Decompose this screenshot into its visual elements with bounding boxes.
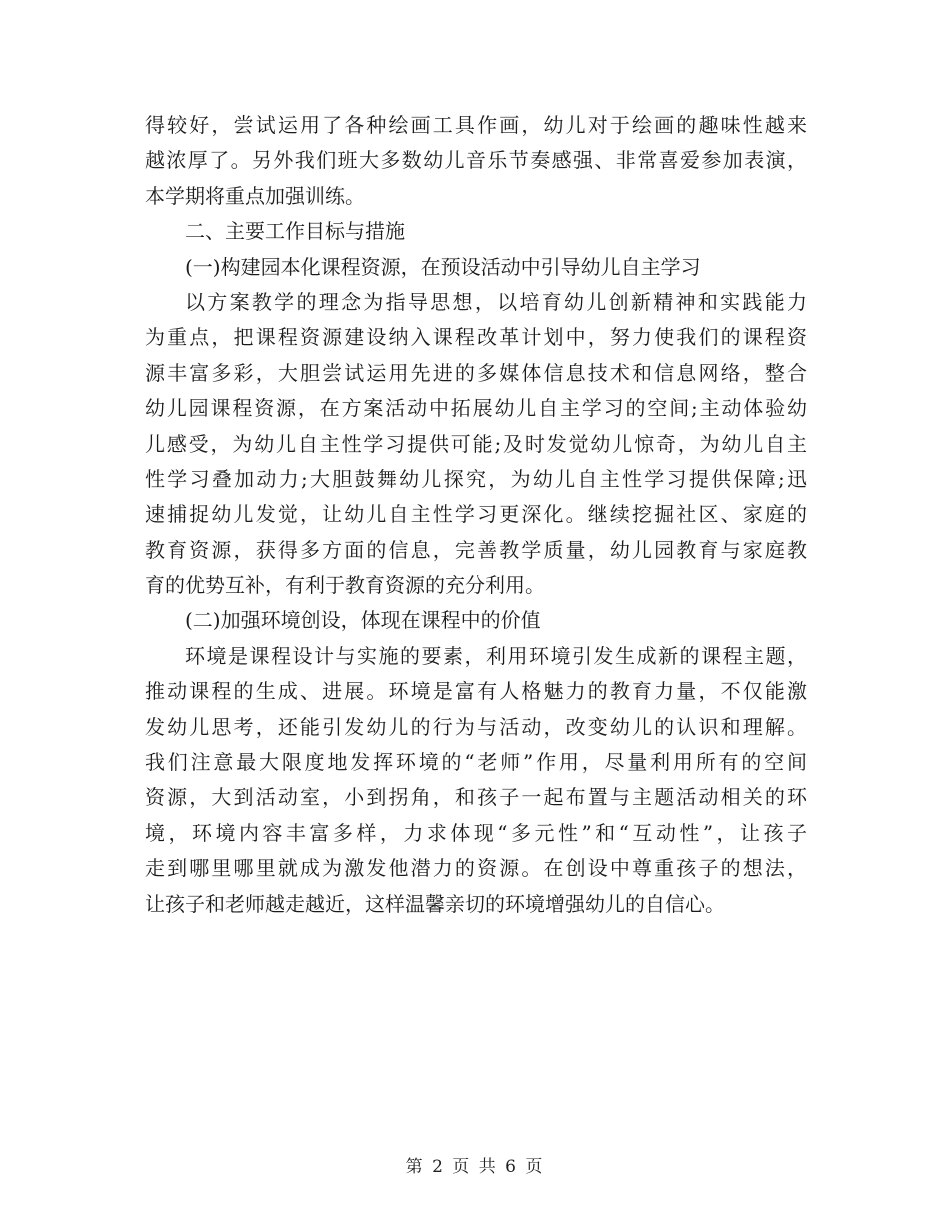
text-line: 得较好，尝试运用了各种绘画工具作画，幼儿对于绘画的趣味性越来 [145,113,807,137]
text-line: 越浓厚了。另外我们班大多数幼儿音乐节奏感强、非常喜爱参加表演， [145,148,807,173]
page-footer [0,1152,950,1177]
text-line: 速捕捉幼儿发觉，让幼儿自主性学习更深化。继续挖掘社区、家庭的 [145,502,807,527]
text-line: 让孩子和老师越走越近，这样温馨亲切的环境增强幼儿的自信心。 [145,891,725,916]
text-line: 我们注意最大限度地发挥环境的“老师”作用，尽量利用所有的空间 [145,750,807,775]
text-line: 二、主要工作目标与措施 [185,219,405,244]
section-heading [145,214,807,249]
text-line: (二)加强环境创设，体现在课程中的价值 [185,608,541,633]
document-body [145,108,807,922]
text-line: 资源，大到活动室，小到拐角，和孩子一起布置与主题活动相关的环 [145,785,807,810]
subsection-heading [145,603,807,638]
text-line: 儿感受，为幼儿自主性学习提供可能;及时发觉幼儿惊奇，为幼儿自主 [145,431,807,456]
text-line: 环境是课程设计与实施的要素，利用环境引发生成新的课程主题， [185,643,807,668]
text-line: 育的优势互补，有利于教育资源的充分利用。 [145,573,545,598]
paragraph [145,639,807,922]
subsection-heading [145,250,807,285]
text-line: 境，环境内容丰富多样，力求体现“多元性”和“互动性”，让孩子 [145,820,807,845]
text-line: 教育资源，获得多方面的信息，完善教学质量，幼儿园教育与家庭教 [145,537,807,562]
text-line: (一)构建园本化课程资源，在预设活动中引导幼儿自主学习 [185,254,701,279]
paragraph [145,285,807,604]
text-line: 走到哪里哪里就成为激发他潜力的资源。在创设中尊重孩子的想法， [145,856,807,881]
text-line: 源丰富多彩，大胆尝试运用先进的多媒体信息技术和信息网络，整合 [145,360,807,385]
text-line: 以方案教学的理念为指导思想，以培育幼儿创新精神和实践能力 [185,289,807,314]
text-line: 本学期将重点加强训练。 [145,183,365,208]
paragraph [145,108,807,214]
text-line: 幼儿园课程资源，在方案活动中拓展幼儿自主学习的空间;主动体验幼 [145,396,807,421]
text-line: 推动课程的生成、进展。环境是富有人格魅力的教育力量，不仅能激 [145,679,807,704]
text-line: 性学习叠加动力;大胆鼓舞幼儿探究，为幼儿自主性学习提供保障;迅 [145,466,807,491]
text-line: 为重点，把课程资源建设纳入课程改革计划中，努力使我们的课程资 [145,325,807,350]
page-number-label: 第 2 页 共 6 页 [405,1157,545,1177]
text-line: 发幼儿思考，还能引发幼儿的行为与活动，改变幼儿的认识和理解。 [145,714,807,739]
